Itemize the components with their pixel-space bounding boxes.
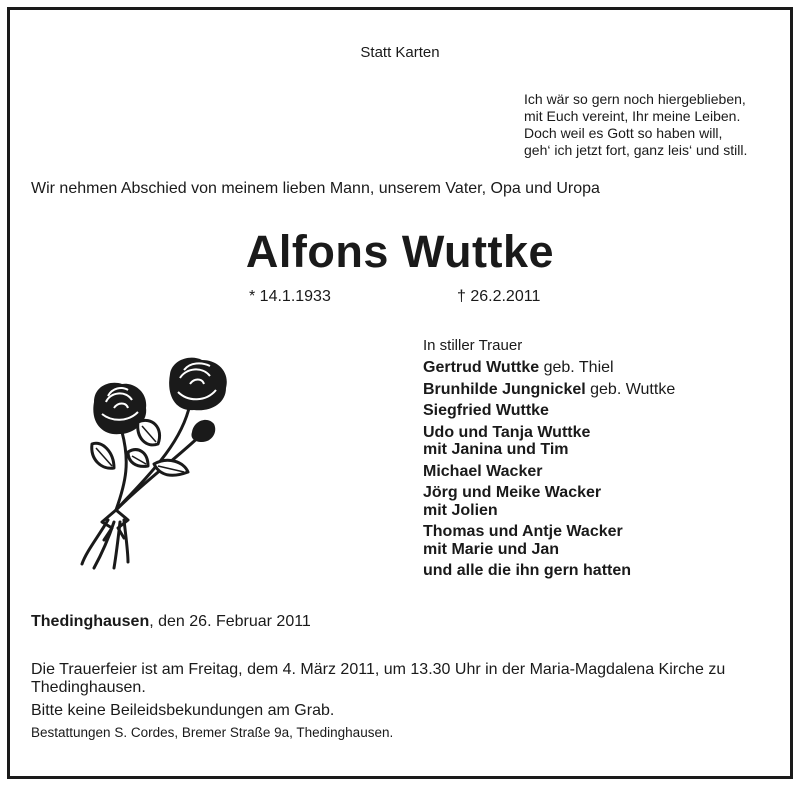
birth-date: * 14.1.1933: [249, 288, 331, 305]
poem-line: Ich wär so gern noch hiergeblieben,: [524, 91, 746, 107]
deceased-name: Alfons Wuttke: [245, 226, 555, 277]
mourner-entry: Thomas und Antje Wacker: [423, 523, 623, 540]
mourner-entry: mit Janina und Tim: [423, 441, 569, 458]
place-date: [31, 613, 311, 631]
mourning-heading: In stiller Trauer: [423, 337, 523, 354]
farewell-intro: Wir nehmen Abschied von meinem lieben Mann, unserem Vater, Opa und Uropa: [31, 180, 600, 197]
poem: [524, 91, 784, 159]
ceremony-info: Die Trauerfeier ist am Freitag, dem 4. März 2011, um 13.30 Uhr in der Maria-Magdalena Kirche zu Thedinghausen.: [31, 661, 726, 696]
rose-illustration: [72, 352, 242, 582]
mourner-entry: mit Marie und Jan: [423, 540, 560, 558]
poem-line: mit Euch vereint, Ihr meine Leiben.: [524, 108, 741, 124]
poem-line: Doch weil es Gott so haben will,: [524, 125, 723, 141]
mourner-entry: Udo und Tanja Wuttke: [423, 423, 591, 441]
rose-icon: [72, 352, 242, 582]
town-name: Thedinghausen: [31, 613, 150, 630]
mourner-entry: Brunhilde Jungnickel geb. Wuttke: [423, 380, 676, 398]
mourner-entry: Michael Wacker: [423, 462, 543, 480]
mourner-entry: Gertrud Wuttke geb. Thiel: [423, 359, 614, 376]
date-text: , den 26. Februar 2011: [149, 613, 311, 630]
death-date: † 26.2.2011: [457, 288, 541, 305]
mourners-list: [423, 359, 783, 580]
undertaker-info: Bestattungen S. Cordes, Bremer Straße 9a, Thedinghausen.: [31, 725, 394, 740]
mourner-entry: und alle die ihn gern hatten: [423, 562, 632, 579]
no-condolences-note: Bitte keine Beileidsbekundungen am Grab.: [31, 702, 335, 719]
mourner-entry: mit Jolien: [423, 501, 498, 519]
mourner-entry: Siegfried Wuttke: [423, 402, 549, 419]
mourner-entry: Jörg und Meike Wacker: [423, 484, 602, 501]
statt-karten-note: Statt Karten: [360, 44, 440, 61]
poem-line: geh‘ ich jetzt fort, ganz leis‘ und still.: [524, 142, 748, 158]
